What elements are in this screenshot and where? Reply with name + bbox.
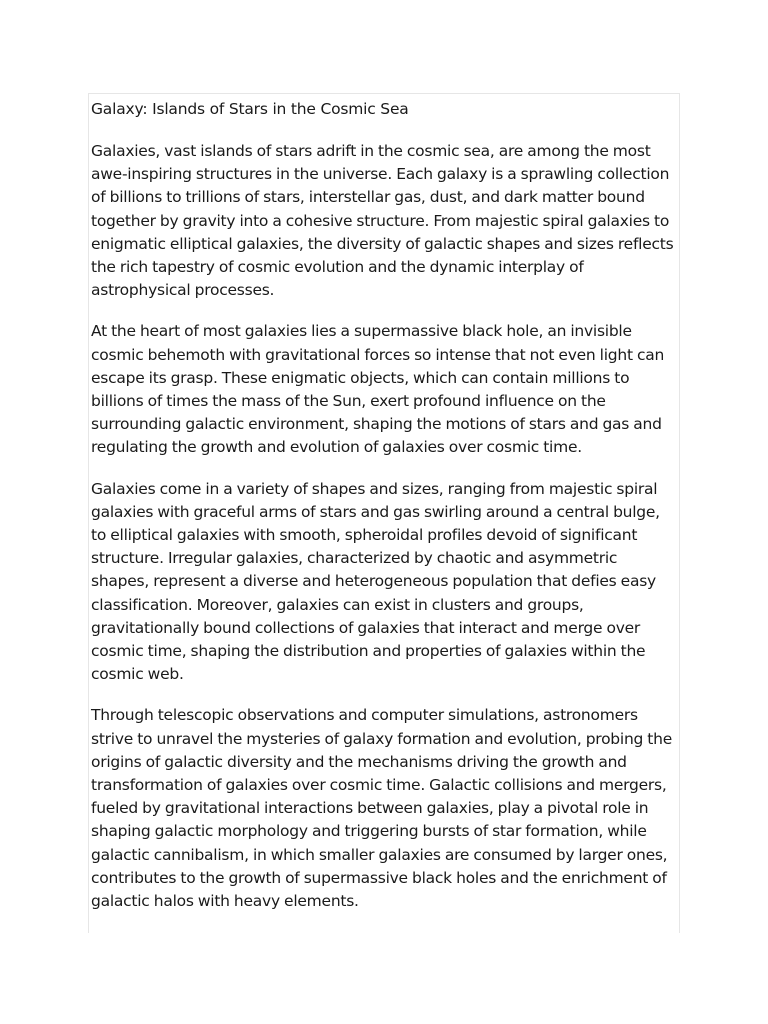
- paragraph-1: Galaxies, vast islands of stars adrift in the cosmic sea, are among the most awe-inspiring structures in the universe. Each galaxy is a sprawling collection of billions to trillions of stars, interstellar gas, dust, and dark matter bound together by gravity into a cohesive structure. From majestic spiral galaxies to enigmatic elliptical galaxies, the diversity of galactic shapes and sizes reflects the rich tapestry of cosmic evolution and the dynamic interplay of astrophysical processes.: [91, 142, 674, 300]
- document-title: Galaxy: Islands of Stars in the Cosmic Sea: [91, 100, 409, 118]
- paragraph-3: Galaxies come in a variety of shapes and sizes, ranging from majestic spiral galaxies with graceful arms of stars and gas swirling around a central bulge, to elliptical galaxies with smooth, spheroidal profiles devoid of significant structure. Irregular galaxies, characterized by chaotic and asymmetric shapes, represent a diverse and heterogeneous population that defies easy classification. Moreover, galaxies can exist in clusters and groups, gravitationally bound collections of galaxies that interact and merge over cosmic time, shaping the distribution and properties of galaxies within the cosmic web.: [91, 479, 660, 684]
- paragraph-2: At the heart of most galaxies lies a supermassive black hole, an invisible cosmic behemoth with gravitational forces so intense that not even light can escape its grasp. These enigmatic objects, which can contain millions to billions of times the mass of the Sun, exert profound influence on the surrounding galactic environment, shaping the motions of stars and gas and regulating the growth and evolution of galaxies over cosmic time.: [91, 322, 665, 457]
- paragraph-4: Through telescopic observations and computer simulations, astronomers strive to unravel the mysteries of galaxy formation and evolution, probing the origins of galactic diversity and the mechanisms driving the growth and transformation of galaxies over cosmic time. Galactic collisions and mergers, fueled by gravitational interactions between galaxies, play a pivotal role in shaping galactic morphology and triggering bursts of star formation, while galactic cannibalism, in which smaller galaxies are consumed by larger ones, contributes to the growth of supermassive black holes and the enrichment of galactic halos with heavy elements.: [91, 706, 672, 911]
- document-text-area: [88, 93, 680, 933]
